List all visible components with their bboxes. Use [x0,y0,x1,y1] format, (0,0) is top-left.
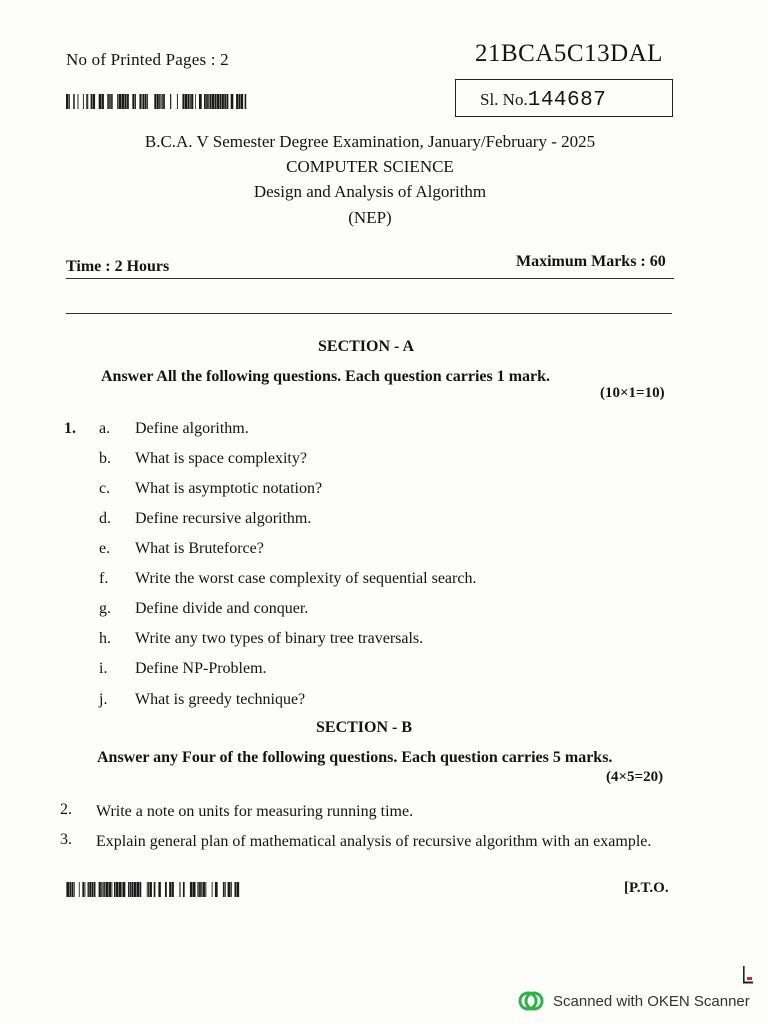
scanner-text: Scanned with OKEN Scanner [553,992,750,1010]
item-letter: g. [99,600,111,617]
item-letter: c. [99,480,111,497]
scanner-watermark [518,990,750,1012]
question-item: What is asymptotic notation? [135,480,323,497]
section-a-marks: (10×1=10) [600,385,665,401]
exam-title: B.C.A. V Semester Degree Examination, January/February - 2025 [144,132,596,151]
time-allowed: Time : 2 Hours [66,258,170,275]
maximum-marks: Maximum Marks : 60 [516,253,666,270]
item-letter: d. [99,510,111,527]
item-letter: h. [99,630,111,647]
divider-line [66,313,672,314]
question-text: Write a note on units for measuring running time. [96,803,414,820]
scheme-label: (NEP) [348,208,392,227]
item-letter: i. [99,660,108,677]
item-letter: j. [99,691,108,708]
divider-line [66,278,674,279]
pto-label: [P.T.O. [624,880,669,896]
question-item: Define recursive algorithm. [135,510,312,527]
question-item: Write the worst case complexity of sequential search. [135,570,477,587]
item-letter: b. [99,450,111,467]
question-item: What is greedy technique? [135,691,306,708]
corner-mark-icon [742,966,754,984]
question-item: What is space complexity? [135,450,307,467]
subject-title: COMPUTER SCIENCE [286,157,454,176]
paper-code: 21BCA5C13DAL [475,40,663,67]
printed-pages: No of Printed Pages : 2 [66,50,229,69]
question-number: 3. [60,831,72,848]
section-a-instruction: Answer All the following questions. Each question carries 1 mark. [101,368,551,385]
paper-title: Design and Analysis of Algorithm [253,182,487,201]
barcode-bottom-icon [62,882,244,897]
question-item: Define NP-Problem. [135,660,267,677]
question-item: Define divide and conquer. [135,600,309,617]
item-letter: e. [99,540,111,557]
item-letter: a. [99,420,111,437]
serial-label: Sl. No. [480,90,528,109]
section-b-instruction: Answer any Four of the following questions. Each question carries 5 marks. [97,749,613,766]
section-b-heading: SECTION - B [316,719,413,736]
question-item: Write any two types of binary tree traversals. [135,630,424,647]
question-item: What is Bruteforce? [135,540,264,557]
serial-number-box [455,79,673,117]
serial-number: 144687 [527,89,607,112]
question-number: 1. [64,420,76,437]
question-text: Explain general plan of mathematical analysis of recursive algorithm with an example. [96,833,652,850]
barcode-top-icon [66,94,249,109]
question-number: 2. [60,801,72,818]
item-letter: f. [99,570,109,587]
question-item: Define algorithm. [135,420,249,437]
scanner-logo-icon [518,990,544,1012]
section-a-heading: SECTION - A [318,338,415,355]
section-b-marks: (4×5=20) [606,769,664,785]
